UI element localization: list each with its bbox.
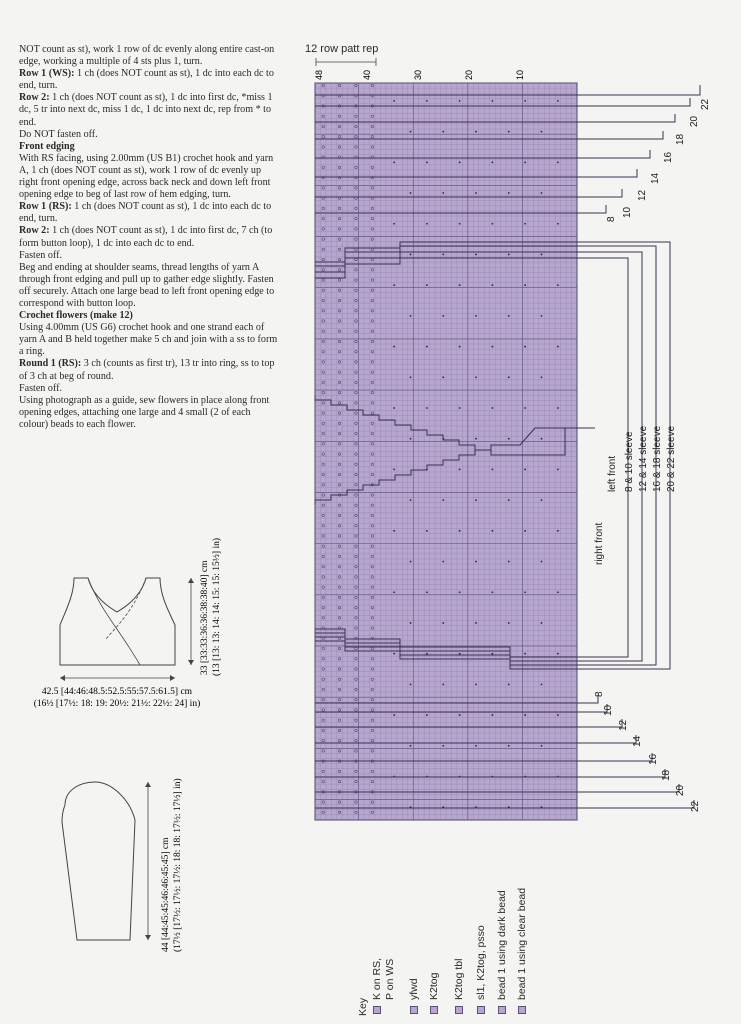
bead-symbol — [393, 591, 395, 593]
bead-symbol — [524, 346, 526, 348]
bead-symbol — [475, 192, 477, 194]
bead-symbol — [426, 100, 428, 102]
bead-symbol — [557, 530, 559, 532]
bead-symbol — [459, 100, 461, 102]
bead-symbol — [410, 254, 412, 256]
bead-symbol — [475, 131, 477, 133]
column-labels — [314, 70, 525, 80]
key-item: bead 1 using clear bead — [516, 887, 528, 1000]
bead-symbol — [524, 653, 526, 655]
bead-symbol — [426, 591, 428, 593]
bead-symbol — [459, 530, 461, 532]
top-size-label: 10 — [622, 206, 633, 218]
bead-symbol — [426, 161, 428, 163]
top-size-label: 14 — [650, 172, 661, 184]
bead-symbol — [459, 469, 461, 471]
bead-symbol — [475, 683, 477, 685]
bead-symbol — [508, 622, 510, 624]
bead-symbol — [557, 284, 559, 286]
key-swatch — [477, 1006, 485, 1014]
bead-symbol — [508, 745, 510, 747]
bottom-size-label: 10 — [603, 704, 614, 716]
bead-symbol — [491, 161, 493, 163]
bead-symbol — [508, 254, 510, 256]
bead-symbol — [426, 530, 428, 532]
key-swatch — [410, 1006, 418, 1014]
bead-symbol — [442, 745, 444, 747]
bead-symbol — [491, 346, 493, 348]
bead-symbol — [557, 714, 559, 716]
column-label: 40 — [362, 69, 372, 80]
column-label: 20 — [464, 69, 474, 80]
chart-title: 12 row patt rep — [305, 43, 379, 55]
key-item: sl1, K2tog, psso — [475, 925, 487, 1000]
instruction-text: 1 ch (does NOT count as st), 1 dc into first dc, *miss 1 dc, 5 tr into next dc, miss 1 dc, 1 dc into next dc, rep from * to end. — [19, 92, 273, 128]
instruction-text: NOT count as st), work 1 row of dc evenly along entire cast-on edge, working a multiple of 4 sts plus 1, turn. — [19, 44, 275, 68]
bead-symbol — [491, 223, 493, 225]
bead-symbol — [475, 315, 477, 317]
bead-symbol — [393, 161, 395, 163]
instruction-heading: Row 2: — [19, 225, 50, 237]
bead-symbol — [524, 161, 526, 163]
top-size-label: 12 — [637, 189, 648, 201]
bottom-size-label: 12 — [618, 719, 629, 731]
bead-symbol — [475, 438, 477, 440]
bead-symbol — [426, 223, 428, 225]
instruction-text: 1 ch (does NOT count as st), 1 dc into each dc to end, turn. — [19, 68, 274, 92]
bead-symbol — [491, 714, 493, 716]
bead-symbol — [393, 407, 395, 409]
bottom-size-label: 18 — [661, 769, 672, 781]
size-labels — [594, 98, 711, 812]
bead-symbol — [508, 683, 510, 685]
bead-symbol — [393, 530, 395, 532]
instruction-heading: Row 1 (WS): — [19, 68, 75, 80]
instruction-heading: Row 1 (RS): — [19, 201, 72, 213]
instruction-text: 3 ch (counts as first tr), 13 tr into ring, ss to top of 3 ch at beg of round. — [19, 358, 275, 382]
instruction-text: Fasten off. — [19, 382, 62, 394]
sleeve-height-label: 44 [44:45:45:46:46:45:45] cm — [161, 837, 171, 952]
bead-symbol — [541, 315, 543, 317]
bead-symbol — [426, 346, 428, 348]
bead-symbol — [508, 499, 510, 501]
bead-symbol — [393, 100, 395, 102]
instruction-text: Fasten off. — [19, 249, 62, 261]
bead-symbol — [491, 591, 493, 593]
key-title: Key — [357, 997, 369, 1016]
bead-symbol — [541, 622, 543, 624]
bead-symbol — [557, 407, 559, 409]
top-size-label: 22 — [700, 98, 711, 110]
bead-symbol — [557, 653, 559, 655]
side-label: left front — [607, 455, 618, 492]
bead-symbol — [557, 161, 559, 163]
bead-symbol — [491, 284, 493, 286]
top-size-label: 18 — [675, 133, 686, 145]
bottom-size-label: 20 — [675, 784, 686, 796]
bead-symbol — [393, 653, 395, 655]
bead-symbol — [491, 469, 493, 471]
instruction-heading: Front edging — [19, 140, 75, 152]
bottom-size-label: 22 — [690, 800, 701, 812]
bead-symbol — [508, 561, 510, 563]
bead-symbol — [541, 561, 543, 563]
bead-symbol — [475, 622, 477, 624]
bead-symbol — [524, 223, 526, 225]
bead-symbol — [524, 284, 526, 286]
key-item: bead 1 using dark bead — [496, 890, 508, 1000]
bead-symbol — [524, 100, 526, 102]
bead-symbol — [459, 346, 461, 348]
bead-symbol — [410, 745, 412, 747]
bead-symbol — [541, 131, 543, 133]
bead-symbol — [426, 653, 428, 655]
side-label: 12 & 14 sleeve — [638, 425, 649, 492]
key-swatch — [498, 1006, 506, 1014]
bead-symbol — [459, 714, 461, 716]
column-label: 48 — [314, 69, 324, 80]
bead-symbol — [442, 376, 444, 378]
bead-symbol — [524, 591, 526, 593]
bead-symbol — [410, 683, 412, 685]
instruction-heading: Round 1 (RS): — [19, 358, 82, 370]
instruction-text: 1 ch (does NOT count as st), 1 dc into each dc to end, turn. — [19, 201, 272, 225]
body-width-in-label: (16½ [17½: 18: 19: 20½: 21½: 22½: 24] in) — [33, 699, 201, 709]
bead-symbol — [508, 438, 510, 440]
body-width-label: 42.5 [44:46:48.5:52.5:55:57.5:61.5] cm — [41, 687, 193, 697]
bead-symbol — [524, 469, 526, 471]
bead-symbol — [541, 683, 543, 685]
bead-symbol — [442, 254, 444, 256]
bead-symbol — [557, 346, 559, 348]
bead-symbol — [393, 346, 395, 348]
bottom-size-label: 14 — [632, 735, 643, 747]
bead-symbol — [410, 438, 412, 440]
bead-symbol — [557, 100, 559, 102]
bead-symbol — [442, 315, 444, 317]
bead-symbol — [459, 161, 461, 163]
key-item: K on RS, — [371, 957, 383, 1000]
bead-symbol — [491, 653, 493, 655]
bead-symbol — [410, 622, 412, 624]
bead-symbol — [410, 499, 412, 501]
bead-symbol — [508, 131, 510, 133]
side-label: 20 & 22 sleeve — [666, 425, 677, 492]
bead-symbol — [475, 745, 477, 747]
bottom-size-label: 16 — [648, 753, 659, 765]
bead-symbol — [491, 100, 493, 102]
top-size-label: 8 — [606, 216, 617, 222]
bead-symbol — [459, 407, 461, 409]
key-swatch — [430, 1006, 438, 1014]
bead-symbol — [393, 714, 395, 716]
top-size-label: 20 — [689, 115, 700, 127]
instruction-text: Beg and ending at shoulder seams, thread lengths of yarn A through front edging and pull up to gather edge slightly. Fasten off securely. Attach one large bead to left front opening edge to correspond with button loop. — [19, 261, 275, 309]
bead-symbol — [541, 192, 543, 194]
bead-symbol — [475, 499, 477, 501]
bead-symbol — [475, 376, 477, 378]
bead-symbol — [393, 284, 395, 286]
bead-symbol — [410, 561, 412, 563]
bead-symbol — [393, 223, 395, 225]
side-label: right front — [594, 522, 605, 565]
instruction-text: With RS facing, using 2.00mm (US B1) crochet hook and yarn A, 1 ch (does NOT count as st), work 1 row of dc evenly up right front opening edge, across back neck and down left front opening edge to beg of last row of hem edging, turn. — [19, 152, 274, 201]
key-swatch — [455, 1006, 463, 1014]
bead-symbol — [459, 653, 461, 655]
bead-symbol — [442, 622, 444, 624]
top-size-label: 16 — [663, 151, 674, 163]
bead-symbol — [426, 407, 428, 409]
bottom-size-label: 8 — [594, 691, 605, 697]
bead-symbol — [442, 131, 444, 133]
instruction-heading: Row 2: — [19, 92, 50, 104]
bead-symbol — [491, 530, 493, 532]
bead-symbol — [557, 469, 559, 471]
bead-symbol — [557, 591, 559, 593]
bead-symbol — [410, 376, 412, 378]
bead-symbol — [541, 745, 543, 747]
body-height-in-label: (13 [13: 13: 14: 14: 15: 15: 15½] in) — [212, 537, 222, 676]
bead-symbol — [410, 192, 412, 194]
bead-symbol — [508, 376, 510, 378]
bead-symbol — [508, 315, 510, 317]
bead-symbol — [491, 407, 493, 409]
bead-symbol — [557, 223, 559, 225]
bead-symbol — [426, 284, 428, 286]
key-item-continued: P on WS — [384, 958, 396, 1000]
bead-symbol — [442, 561, 444, 563]
side-label: 8 & 10 sleeve — [624, 431, 635, 492]
sleeve-height-in-label: (17½ [17½: 17½: 17½: 18: 18: 17½: 17½] in) — [173, 778, 183, 952]
bead-symbol — [541, 376, 543, 378]
bead-symbol — [459, 223, 461, 225]
bead-symbol — [541, 254, 543, 256]
instruction-heading: Crochet flowers (make 12) — [19, 310, 133, 322]
key-item: K2tog — [428, 972, 440, 1000]
bead-symbol — [524, 530, 526, 532]
bead-symbol — [508, 192, 510, 194]
key-item: yfwd — [408, 978, 420, 1000]
bead-symbol — [426, 714, 428, 716]
instruction-text: Using photograph as a guide, sew flowers in place along front opening edges, attaching one large and 4 small (2 of each colour) beads to each flower. — [19, 394, 270, 430]
bead-symbol — [524, 407, 526, 409]
bead-symbol — [410, 131, 412, 133]
bead-symbol — [475, 254, 477, 256]
bead-symbol — [459, 284, 461, 286]
side-label: 16 & 18 sleeve — [652, 425, 663, 492]
key-item: K2tog tbl — [453, 958, 465, 1000]
bead-symbol — [410, 315, 412, 317]
bead-symbol — [442, 683, 444, 685]
body-height-label: 33 [33:33:36:36:38:38:40] cm — [200, 560, 210, 675]
bead-symbol — [442, 499, 444, 501]
key-swatch — [518, 1006, 526, 1014]
instruction-text: Using 4.00mm (US G6) crochet hook and one strand each of yarn A and B held together make 5 ch and join with a ss to form a ring. — [19, 322, 278, 358]
instruction-text: 1 ch (does NOT count as st), 1 dc into first dc, 7 ch (to form button loop), 1 dc into each dc to end. — [19, 225, 273, 249]
bead-symbol — [475, 561, 477, 563]
column-label: 10 — [515, 69, 525, 80]
bead-symbol — [459, 591, 461, 593]
column-label: 30 — [413, 69, 423, 80]
bead-symbol — [524, 714, 526, 716]
bead-symbol — [541, 499, 543, 501]
instruction-text: Do NOT fasten off. — [19, 128, 98, 140]
bead-symbol — [393, 469, 395, 471]
bead-symbol — [541, 438, 543, 440]
key-swatch — [373, 1006, 381, 1014]
bead-symbol — [442, 192, 444, 194]
